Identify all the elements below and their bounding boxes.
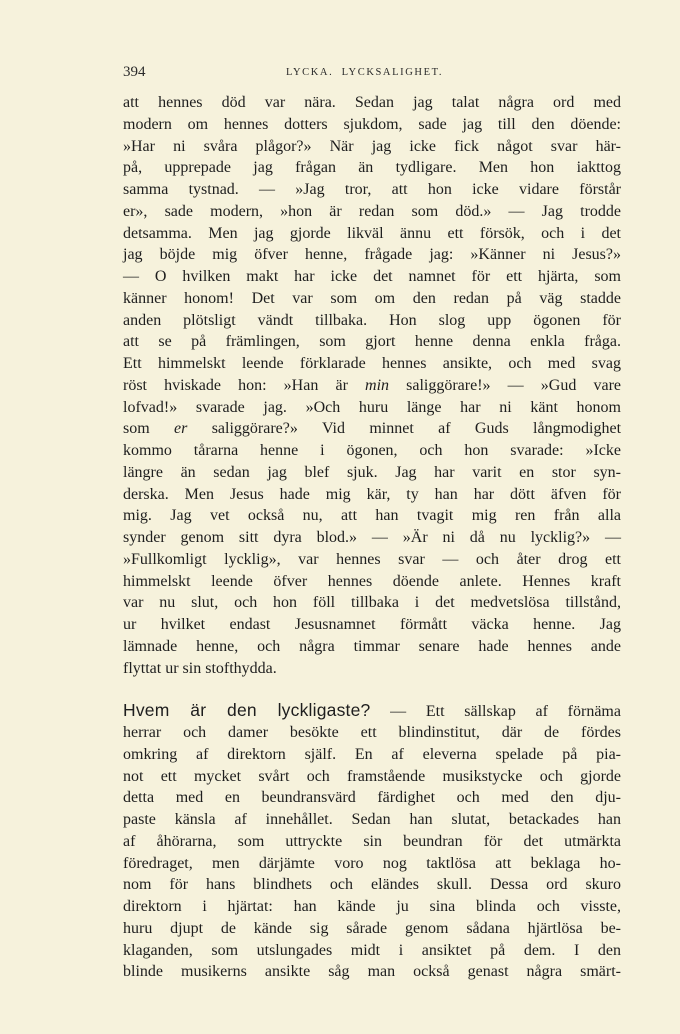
section-2 <box>123 700 621 983</box>
text-line: »Har ni svåra plågor?» När jag icke fick något svar här- <box>123 137 621 155</box>
text-line: att se på främlingen, som gjort henne denna enkla fråga. <box>123 333 621 351</box>
text-line: derska. Men Jesus hade mig kär, ty han har dött äfven för <box>123 485 621 503</box>
text-line: paste känsla af innehållet. Sedan han slutat, betackades han <box>123 811 621 828</box>
text-line: kommo tårarna henne i ögonen, och hon svarade: »Icke <box>123 442 621 459</box>
paragraph-1 <box>123 92 621 679</box>
text-line: flyttat ur sin stofthydda. <box>123 659 277 677</box>
text-line: samma tystnad. — »Jag tror, att hon icke vidare förstår <box>123 181 621 198</box>
text-line: känner honom! Det var som om den redan på väg stadde <box>123 289 621 307</box>
text-line: not ett mycket svårt och framstående musikstycke och gjorde <box>123 767 621 785</box>
emphasized-word: er <box>174 420 188 438</box>
text-segment: röst hviskade hon: »Han är <box>123 376 366 394</box>
text-line: af åhörarna, som uttryckte sin beundran för det utmärkta <box>123 832 621 850</box>
text-line: jag böjde mig öfver henne, frågade jag: »Känner ni Jesus?» <box>123 246 621 264</box>
text-line: var nu slut, och hon föll tillbaka i det medvetslösa tillstånd, <box>123 594 621 612</box>
text-line: klaganden, som utslungades midt i ansiktet på dem. I den <box>123 941 621 959</box>
text-line: direktorn i hjärtat: han kände ju sina blinda och visste, <box>123 898 621 915</box>
emphasized-word: min <box>365 376 390 394</box>
text-line: anden plötsligt vändt tillbaka. Hon slog upp ögonen för <box>123 311 621 329</box>
text-line: herrar och damer besökte ett blindinstitut, där de fördes <box>123 724 621 741</box>
text-line: lämnade henne, och några timmar senare hade hennes ande <box>123 637 621 655</box>
text-line: er», sade modern, »hon är redan som död.» — Jag trodde <box>123 202 621 220</box>
text-line: ur hvilket endast Jesusnamnet förmått väcka henne. Jag <box>123 616 621 633</box>
text-segment: — Ett sällskap af förnäma <box>370 703 621 721</box>
text-line: lofvad!» svarade jag. »Och huru länge har ni känt honom <box>123 398 621 416</box>
body-text <box>123 92 621 983</box>
text-line <box>123 418 621 440</box>
text-line: Ett himmelskt leende förklarade hennes ansikte, och med svag <box>123 355 621 372</box>
running-head: LYCKA. LYCKSALIGHET. <box>286 67 444 78</box>
text-line: omkring af direktorn själf. En af eleverna spelade på pia- <box>123 745 621 763</box>
text-segment: saliggörare!» — »Gud vare <box>389 376 621 394</box>
text-line: himmelskt leende öfver hennes döende anlete. Hennes kraft <box>123 572 621 590</box>
text-line: — O hvilken makt har icke det namnet för ett hjärta, som <box>123 268 621 285</box>
text-line: på, upprepade jag frågan än tydligare. Men hon iakttog <box>123 159 621 177</box>
text-line: detsamma. Men jag gjorde likväl ännu ett försök, och i det <box>123 224 621 242</box>
text-line: att hennes död var nära. Sedan jag talat några ord med <box>123 94 621 111</box>
text-line: längre än sedan jag blef sjuk. Jag har varit en stor syn- <box>123 463 621 481</box>
text-line: föredraget, men därjämte voro nog taktlösa att beklaga ho- <box>123 854 621 872</box>
text-line: huru djupt de kände sig sårade genom sådana hjärtlösa be- <box>123 919 621 937</box>
text-line: blinde musikerns ansikte såg man också genast några smärt- <box>123 963 621 981</box>
text-line <box>123 375 621 397</box>
paragraph-gap <box>123 679 621 700</box>
text-segment: som <box>123 420 175 438</box>
page-header <box>123 64 569 84</box>
text-line: mig. Jag vet också nu, att han tvagit mig ren från alla <box>123 507 621 525</box>
text-line <box>123 700 621 722</box>
text-line: synder genom sitt dyra blod.» — »Är ni då nu lycklig?» — <box>123 529 621 546</box>
text-line: nom för hans blindhets och eländes skull. Dessa ord skuro <box>123 876 621 894</box>
text-line: modern om hennes dotters sjukdom, sade jag till den döende: <box>123 115 621 133</box>
text-segment: saliggörare?» Vid minnet af Guds långmodighet <box>187 420 622 438</box>
section-heading: Hvem är den lyckligaste? <box>123 700 371 721</box>
page-number: 394 <box>123 64 146 80</box>
text-line: detta med en beundransvärd färdighet och med den dju- <box>123 789 621 807</box>
text-line: »Fullkomligt lycklig», var hennes svar — och åter drog ett <box>123 550 621 568</box>
